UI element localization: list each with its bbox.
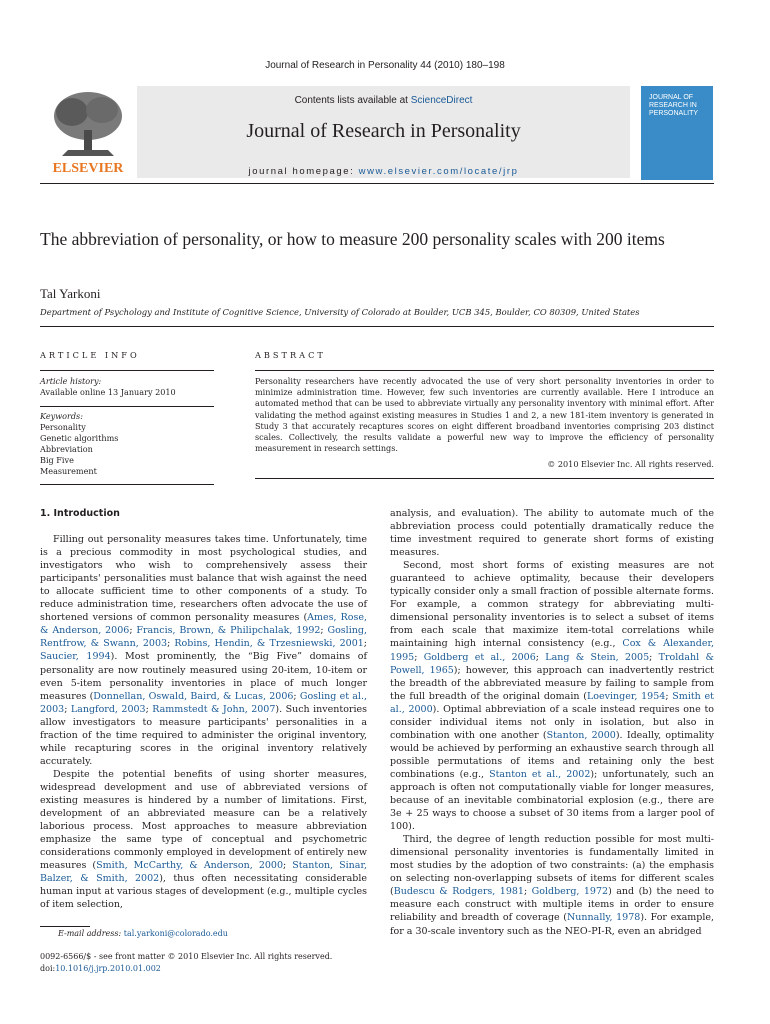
contents-line bbox=[137, 95, 630, 106]
article-info-heading: ARTICLE INFO bbox=[40, 350, 140, 360]
paragraph-text: ) and (b) the need to measure each construct with multiple items in order to ensure reliability and breadth of coverage ( bbox=[390, 886, 714, 924]
citation-link[interactable]: Lang & Stein, 2005 bbox=[545, 651, 650, 663]
paragraph-text: analysis, and evaluation). The ability to automate much of the abbreviation process could potentially dramatically reduce the time investment required to generate short forms of existing measures. bbox=[390, 508, 714, 559]
journal-homepage bbox=[137, 166, 630, 177]
body-paragraph bbox=[390, 507, 714, 559]
keyword: Personality bbox=[40, 422, 86, 432]
paragraph-text: Third, the degree of length reduction possible for most multi-dimensional personality inventories is fundamentally limited in most studies by the adoption of two constraints: (a) the emphasis on selecting non-overlapping subsets of items for different scales ( bbox=[390, 834, 714, 898]
author-name: Tal Yarkoni bbox=[40, 286, 101, 301]
citation-link[interactable]: Loevinger, 1954 bbox=[586, 690, 666, 702]
right-paragraphs bbox=[390, 507, 714, 938]
paragraph-text: ; bbox=[665, 690, 673, 702]
paragraph-text: ; bbox=[145, 703, 153, 715]
paragraph-text: ; bbox=[320, 625, 328, 637]
paragraph-text: ). Most prominently, the “Big Five” domains of personality are now routinely measured using 20-item, 10-item or even 5-item personality inventories in place of much longer measures ( bbox=[40, 651, 367, 702]
sciencedirect-link[interactable]: ScienceDirect bbox=[410, 95, 473, 106]
journal-cover-thumbnail bbox=[641, 86, 713, 180]
citation-link[interactable]: Cox & Alexander, 1995 bbox=[390, 638, 714, 663]
body-paragraph bbox=[40, 533, 367, 768]
citation-link[interactable]: Goldberg et al., 2006 bbox=[423, 651, 536, 663]
paragraph-text: ; bbox=[523, 886, 532, 898]
body-paragraph bbox=[40, 768, 367, 912]
citation-link[interactable]: Francis, Brown, & Philipchalak, 1992 bbox=[136, 625, 321, 637]
paragraph-text: ). For example, for a 30-scale inventory such as the NEO-PI-R, even an abridged bbox=[390, 912, 714, 937]
keyword: Big Five bbox=[40, 455, 74, 465]
citation-link[interactable]: Stanton, Sinar, Balzer, & Smith, 2002 bbox=[40, 860, 367, 885]
doi-line bbox=[40, 964, 161, 973]
email-footnote bbox=[58, 929, 228, 938]
homepage-prefix: journal homepage: bbox=[248, 166, 359, 177]
citation-link[interactable]: Donnellan, Oswald, Baird, & Lucas, 2006 bbox=[93, 690, 294, 702]
article-info-divider bbox=[40, 484, 214, 485]
citation-link[interactable]: Stanton et al., 2002 bbox=[489, 768, 591, 780]
doi-link[interactable]: 10.1016/j.jrp.2010.01.002 bbox=[55, 964, 161, 973]
paragraph-text: Second, most short forms of existing measures are not guaranteed to achieve optimality, because their developers typically consider only a small fraction of possible alternate forms. For example, a common strategy for abbreviating multi-dimensional personality inventories is to select a subset of items from each scale that maximize item-total correlations while maintaining high internal consistency (e.g., bbox=[390, 560, 714, 650]
email-link[interactable]: tal.yarkoni@colorado.edu bbox=[123, 929, 228, 938]
email-label: E-mail address: bbox=[58, 929, 124, 938]
keyword: Measurement bbox=[40, 466, 97, 476]
paragraph-text: ). Ideally, optimality would be achieved by performing an exhaustive search through all possible permutations of items and retaining only the best combinations (e.g., bbox=[390, 729, 714, 780]
homepage-link[interactable]: www.elsevier.com/locate/jrp bbox=[358, 166, 519, 177]
body-paragraph bbox=[390, 833, 714, 937]
issn-line: 0092-6566/$ - see front matter © 2010 Elsevier Inc. All rights reserved. bbox=[40, 952, 333, 961]
paragraph-text: Despite the potential benefits of using shorter measures, widespread development and use of abbreviated versions of existing measures is hindered by a number of limitations. First, development of an abbreviated measure can be a relatively laborious process. Most approaches to measure abbreviation emphasize the same type of conceptual and psychometric considerations commonly employed in development of entirely new measures ( bbox=[40, 768, 367, 872]
paragraph-text: Filling out personality measures takes time. Unfortunately, time is a precious commodity in most psychological studies, and investigators who wish to comprehensively assess their participants' personalities must balance that wish against the need to allocate sufficient time to other components of a study. To reduce administration time, researchers often advocate the use of shortened versions of common personality measures ( bbox=[40, 534, 367, 624]
citation-link[interactable]: Nunnally, 1978 bbox=[566, 912, 641, 924]
citation-link[interactable]: Gosling et al., 2003 bbox=[40, 690, 367, 715]
author-affiliation: Department of Psychology and Institute of Cognitive Science, University of Colorado at Boulder, UCB 345, Boulder, CO 80309, United States bbox=[40, 307, 640, 317]
citation-link[interactable]: Smith, McCarthy, & Anderson, 2000 bbox=[96, 860, 284, 872]
citation-link[interactable]: Saucier, 1994 bbox=[40, 651, 111, 663]
article-history-label: Article history: bbox=[40, 376, 102, 386]
citation-link[interactable]: Gosling, Rentfrow, & Swann, 2003 bbox=[40, 625, 367, 650]
paragraph-text: ). Optimal abbreviation of a scale instead requires one to consider individual items not only in isolation, but also in combination with one another ( bbox=[390, 703, 714, 741]
paragraph-text: ; bbox=[535, 651, 546, 663]
body-paragraph bbox=[390, 559, 714, 833]
paragraph-text: ; bbox=[414, 651, 424, 663]
article-history-value: Available online 13 January 2010 bbox=[40, 387, 176, 397]
paragraph-text: ; bbox=[283, 860, 293, 872]
citation-link[interactable]: Stanton, 2000 bbox=[546, 729, 616, 741]
paragraph-text: ; bbox=[649, 651, 659, 663]
article-info-divider bbox=[40, 370, 214, 371]
citation-link[interactable]: Langford, 2003 bbox=[70, 703, 146, 715]
keyword: Abbreviation bbox=[40, 444, 93, 454]
citation-link[interactable]: Ames, Rose, & Anderson, 2006 bbox=[40, 612, 368, 637]
article-info-divider bbox=[40, 406, 214, 407]
paragraph-text: ); unfortunately, such an approach is often not computationally viable for longer measures, because of an inevitable combinatorial explosion (e.g., there are 3e + 25 ways to choose a subset of 30 items from a larger pool of 100). bbox=[390, 768, 714, 833]
footnote-divider bbox=[40, 926, 90, 927]
paragraph-text: ; bbox=[363, 638, 367, 650]
keywords-list bbox=[40, 422, 118, 477]
paragraph-text: ; bbox=[167, 638, 175, 650]
publisher-logo-text: ELSEVIER bbox=[52, 161, 124, 176]
paragraph-text: ; bbox=[129, 625, 137, 637]
contents-prefix: Contents lists available at bbox=[294, 95, 411, 106]
body-right-column bbox=[390, 507, 714, 938]
elsevier-tree-logo bbox=[42, 86, 134, 178]
citation-link[interactable]: Troldahl & Powell, 1965 bbox=[390, 651, 714, 676]
abstract-divider bbox=[255, 370, 714, 371]
citation-link[interactable]: Robins, Hendin, & Trzesniewski, 2001 bbox=[174, 638, 364, 650]
citation-link[interactable]: Rammstedt & John, 2007 bbox=[152, 703, 276, 715]
journal-title: Journal of Research in Personality bbox=[246, 120, 521, 142]
citation-link[interactable]: Goldberg, 1972 bbox=[531, 886, 609, 898]
cover-title: JOURNAL OF RESEARCH IN PERSONALITY bbox=[649, 94, 699, 117]
section-heading: 1. Introduction bbox=[40, 508, 120, 519]
affiliation-divider bbox=[40, 326, 714, 327]
masthead-divider bbox=[40, 183, 714, 184]
journal-reference: Journal of Research in Personality 44 (2010) 180–198 bbox=[265, 60, 505, 71]
abstract-copyright: © 2010 Elsevier Inc. All rights reserved. bbox=[547, 459, 714, 469]
abstract-heading: ABSTRACT bbox=[255, 350, 326, 360]
body-left-column bbox=[40, 507, 367, 911]
article-title: The abbreviation of personality, or how to measure 200 personality scales with 200 items bbox=[40, 229, 665, 249]
left-paragraphs bbox=[40, 533, 367, 911]
citation-link[interactable]: Smith et al., 2000 bbox=[390, 690, 714, 715]
paragraph-text: ), thus often necessitating considerable human input at various stages of development (e.g., multiple cycles of item selection, bbox=[40, 873, 368, 911]
paragraph-text: ); however, this approach can inadvertently restrict the breadth of the abbreviated measure by failing to sample from the full breadth of the original domain ( bbox=[390, 664, 714, 702]
citation-link[interactable]: Budescu & Rodgers, 1981 bbox=[393, 886, 524, 898]
keyword: Genetic algorithms bbox=[40, 433, 119, 443]
paragraph-text: ; bbox=[64, 703, 71, 715]
paragraph-text: ). Such inventories allow investigators to measure participants' personalities in a fraction of the time required to administer the original inventory, while recapturing scores in the original inventory relatively accurately. bbox=[40, 703, 367, 767]
keywords-label: Keywords: bbox=[40, 411, 83, 421]
paragraph-text: ; bbox=[293, 690, 300, 702]
doi-prefix: doi: bbox=[40, 964, 56, 973]
abstract-text: Personality researchers have recently advocated the use of very short personality inventories in order to minimize administration time. However, few such inventories are currently available. Here I introduce an automated method that can be used to abbreviate virtually any personality inventory with minimal effort. After validating the method against existing measures in Studies 1 and 2, a new 181-item inventory is generated in Study 3 that accurately recaptures scores on eight different broadband inventories comprising 203 distinct scales. Collectively, the results validate a powerful new way to improve the efficiency of personality measurement in research settings. bbox=[255, 376, 714, 454]
abstract-divider bbox=[255, 478, 714, 479]
